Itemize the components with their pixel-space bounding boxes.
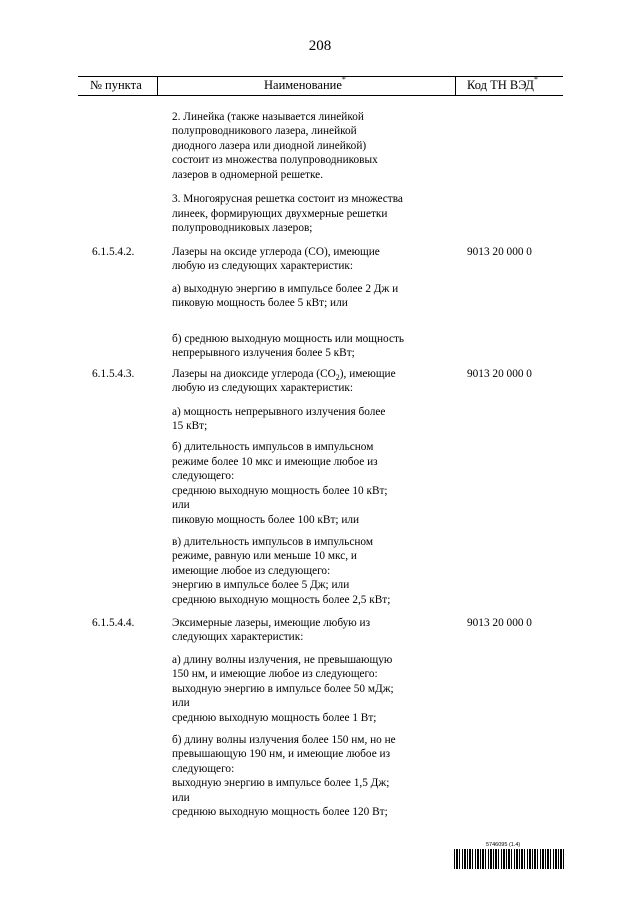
desc-line: среднюю выходную мощность более 1 Вт; bbox=[172, 712, 377, 724]
desc-line: в) длительность импульсов в импульсном bbox=[172, 536, 373, 548]
desc-line: выходную энергию в импульсе более 1,5 Дж; bbox=[172, 777, 390, 789]
desc-line: а) длину волны излучения, не превышающую bbox=[172, 654, 393, 666]
desc-line: следующего: bbox=[172, 470, 235, 482]
col-name-label: Наименование bbox=[264, 78, 342, 92]
item-number: 6.1.5.4.4. bbox=[92, 617, 135, 629]
desc-line: следующего: bbox=[172, 763, 235, 775]
desc-line: следующих характеристик: bbox=[172, 631, 304, 643]
desc-line: энергию в импульсе более 5 Дж; или bbox=[172, 579, 350, 591]
item-number: 6.1.5.4.2. bbox=[92, 246, 135, 258]
col-code-label: Код ТН ВЭД bbox=[467, 78, 534, 92]
barcode-image bbox=[454, 849, 565, 869]
header-bottom-rule bbox=[78, 95, 563, 96]
desc-line: а) мощность непрерывного излучения более bbox=[172, 406, 386, 418]
desc-line: среднюю выходную мощность более 10 кВт; bbox=[172, 485, 388, 497]
document-code: 5746095 (1.4) bbox=[486, 842, 521, 848]
desc-line: превышающую 190 нм, и имеющие любое из bbox=[172, 748, 391, 760]
desc-line: б) длительность импульсов в импульсном bbox=[172, 441, 374, 453]
desc-line: б) среднюю выходную мощность или мощность bbox=[172, 333, 405, 345]
desc-line: имеющие любое из следующего: bbox=[172, 565, 331, 577]
desc-text: Лазеры на диоксиде углерода (CO bbox=[172, 368, 336, 380]
desc-line: или bbox=[172, 499, 190, 511]
desc-line: любую из следующих характеристик: bbox=[172, 260, 353, 272]
col-code-footnote-mark: * bbox=[533, 75, 538, 84]
col-name-header bbox=[264, 75, 346, 93]
desc-line: режиме, равную или меньше 10 мкс, и bbox=[172, 550, 357, 562]
desc-line: диодного лазера или диодной линейкой) bbox=[172, 140, 367, 152]
page-number: 208 bbox=[308, 38, 332, 54]
desc-line: 15 кВт; bbox=[172, 420, 208, 432]
desc-line: 150 нм, и имеющие любое из следующего: bbox=[172, 668, 378, 680]
item-number: 6.1.5.4.3. bbox=[92, 368, 135, 380]
desc-line: полупроводникового лазера, линейкой bbox=[172, 125, 357, 137]
desc-line: среднюю выходную мощность более 120 Вт; bbox=[172, 806, 388, 818]
desc-line: а) выходную энергию в импульсе более 2 Дж и bbox=[172, 283, 399, 295]
desc-line: режиме более 10 мкс и имеющие любое из bbox=[172, 456, 378, 468]
table-header bbox=[78, 77, 563, 93]
desc-line: любую из следующих характеристик: bbox=[172, 382, 353, 394]
desc-line: или bbox=[172, 697, 190, 709]
desc-line: выходную энергию в импульсе более 50 мДж; bbox=[172, 683, 394, 695]
desc-line: состоит из множества полупроводниковых bbox=[172, 154, 378, 166]
tn-ved-code: 9013 20 000 0 bbox=[467, 617, 532, 629]
desc-line: лазеров в одномерной решетке. bbox=[172, 169, 324, 181]
desc-line: 2. Линейка (также называется линейкой bbox=[172, 111, 364, 123]
desc-text: ), имеющие bbox=[339, 368, 396, 380]
col-name-footnote-mark: * bbox=[341, 75, 346, 84]
col-code-header bbox=[467, 75, 538, 93]
desc-line: б) длину волны излучения более 150 нм, но не bbox=[172, 734, 396, 746]
desc-line: среднюю выходную мощность более 2,5 кВт; bbox=[172, 594, 391, 606]
desc-line: пиковую мощность более 100 кВт; или bbox=[172, 514, 360, 526]
desc-line: линеек, формирующих двухмерные решетки bbox=[172, 208, 388, 220]
tn-ved-code: 9013 20 000 0 bbox=[467, 246, 532, 258]
col-number-header: № пункта bbox=[90, 78, 142, 92]
desc-line: Эксимерные лазеры, имеющие любую из bbox=[172, 617, 371, 629]
desc-line: Лазеры на оксиде углерода (CO), имеющие bbox=[172, 246, 380, 258]
desc-line: 3. Многоярусная решетка состоит из множества bbox=[172, 193, 403, 205]
desc-line: пиковую мощность более 5 кВт; или bbox=[172, 297, 348, 309]
desc-line: непрерывного излучения более 5 кВт; bbox=[172, 347, 355, 359]
desc-line: полупроводниковых лазеров; bbox=[172, 222, 313, 234]
subscript: 2 bbox=[335, 373, 340, 382]
desc-line: или bbox=[172, 792, 190, 804]
tn-ved-code: 9013 20 000 0 bbox=[467, 368, 532, 380]
